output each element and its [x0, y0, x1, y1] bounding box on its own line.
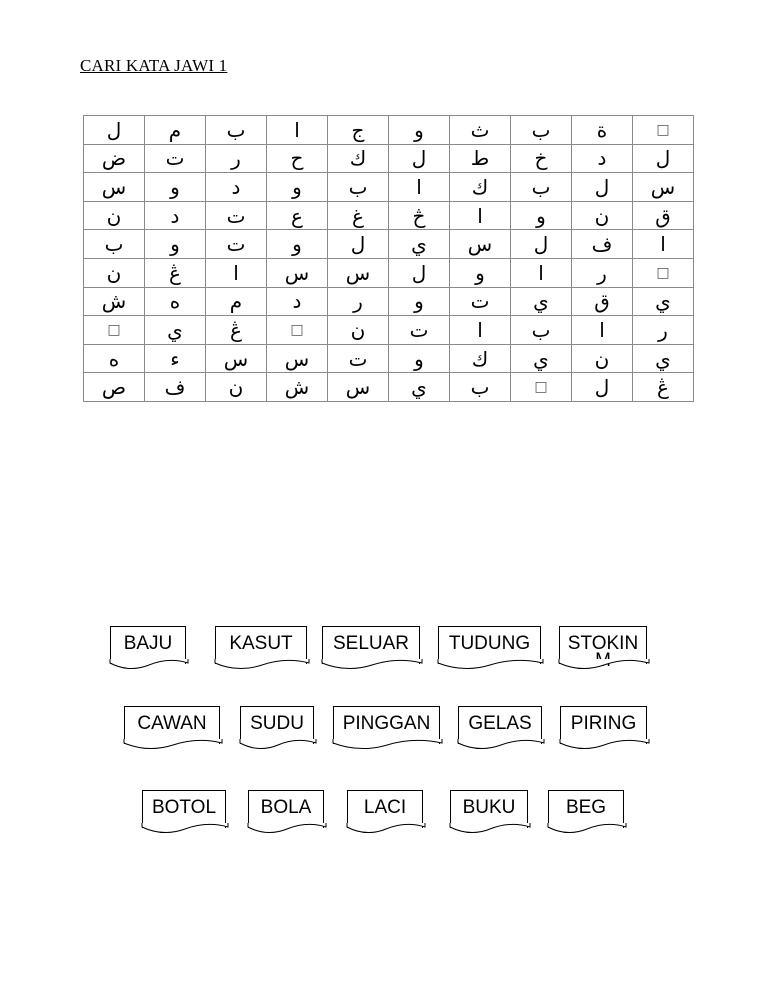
grid-cell: ر	[328, 287, 389, 316]
grid-cell: ص	[84, 373, 145, 402]
grid-cell: ب	[84, 230, 145, 259]
grid-cell: ا	[633, 230, 694, 259]
grid-cell: ش	[267, 373, 328, 402]
grid-cell: ب	[450, 373, 511, 402]
grid-cell: ق	[633, 201, 694, 230]
grid-cell: ب	[206, 116, 267, 145]
grid-cell: ا	[450, 316, 511, 345]
word-card	[333, 706, 440, 744]
grid-row	[84, 116, 694, 145]
grid-cell: و	[389, 344, 450, 373]
grid-cell: ن	[84, 201, 145, 230]
grid-cell: س	[206, 344, 267, 373]
grid-cell: م	[206, 287, 267, 316]
grid-cell: ن	[206, 373, 267, 402]
grid-cell: س	[328, 258, 389, 287]
grid-cell: ف	[145, 373, 206, 402]
grid-cell: ن	[84, 258, 145, 287]
word-card	[548, 790, 624, 828]
word-card	[124, 706, 220, 744]
grid-cell: ي	[633, 287, 694, 316]
card-wave-edge	[322, 659, 422, 673]
word-label: BUKU	[462, 797, 516, 818]
grid-cell: ب	[328, 173, 389, 202]
grid-cell: س	[328, 373, 389, 402]
grid-cell: ت	[206, 201, 267, 230]
grid-cell: ن	[328, 316, 389, 345]
word-label: BOTOL	[151, 797, 217, 818]
word-label: KASUT	[229, 633, 293, 654]
grid-cell: ڠ	[206, 316, 267, 345]
grid-cell: ا	[206, 258, 267, 287]
grid-cell: س	[633, 173, 694, 202]
card-wave-edge	[559, 659, 649, 673]
grid-row	[84, 144, 694, 173]
word-label: TUDUNG	[448, 633, 531, 654]
grid-cell: ر	[633, 316, 694, 345]
card-wave-edge	[124, 739, 222, 753]
grid-cell: ك	[450, 173, 511, 202]
grid-cell: و	[267, 230, 328, 259]
grid-cell: ي	[511, 344, 572, 373]
grid-row	[84, 173, 694, 202]
grid-cell: □	[84, 316, 145, 345]
grid-cell: ي	[633, 344, 694, 373]
grid-cell: ا	[267, 116, 328, 145]
grid-cell: ر	[206, 144, 267, 173]
card-wave-edge	[458, 739, 544, 753]
grid-cell: ه	[84, 344, 145, 373]
word-label: PINGGAN	[342, 713, 431, 734]
word-label: BOLA	[260, 797, 312, 818]
grid-cell: ل	[84, 116, 145, 145]
card-wave-edge	[548, 823, 626, 837]
card-wave-edge	[438, 659, 543, 673]
grid-cell: ي	[145, 316, 206, 345]
card-wave-edge	[240, 739, 316, 753]
grid-cell: ا	[572, 316, 633, 345]
word-card	[142, 790, 226, 828]
word-label: GELAS	[468, 713, 532, 734]
grid-cell: ي	[511, 287, 572, 316]
grid-cell: غ	[328, 201, 389, 230]
grid-cell: ج	[328, 116, 389, 145]
grid-cell: □	[511, 373, 572, 402]
grid-cell: ل	[389, 144, 450, 173]
grid-cell: ي	[389, 373, 450, 402]
grid-cell: ل	[511, 230, 572, 259]
grid-cell: و	[389, 287, 450, 316]
grid-cell: س	[267, 258, 328, 287]
card-wave-edge	[248, 823, 326, 837]
word-label: STOKIN	[567, 633, 639, 654]
card-wave-edge	[450, 823, 530, 837]
grid-cell: ع	[267, 201, 328, 230]
grid-row	[84, 344, 694, 373]
grid-cell: ح	[267, 144, 328, 173]
grid-cell: م	[145, 116, 206, 145]
grid-cell: ل	[572, 173, 633, 202]
grid-cell: ك	[450, 344, 511, 373]
grid-cell: ء	[145, 344, 206, 373]
grid-row	[84, 373, 694, 402]
grid-cell: ل	[389, 258, 450, 287]
word-label: LACI	[363, 797, 407, 818]
grid-cell: ن	[572, 201, 633, 230]
grid-cell: ت	[389, 316, 450, 345]
grid-cell: ر	[572, 258, 633, 287]
grid-cell: ف	[572, 230, 633, 259]
grid-row	[84, 230, 694, 259]
grid-cell: ت	[145, 144, 206, 173]
word-card	[458, 706, 542, 744]
card-wave-edge	[347, 823, 425, 837]
word-card	[559, 626, 647, 664]
grid-row	[84, 316, 694, 345]
grid-cell: څ	[389, 201, 450, 230]
grid-cell: ض	[84, 144, 145, 173]
grid-cell: ڠ	[633, 373, 694, 402]
grid-cell: ب	[511, 173, 572, 202]
grid-cell: ث	[450, 116, 511, 145]
grid-cell: ت	[450, 287, 511, 316]
grid-cell: ك	[328, 144, 389, 173]
grid-row	[84, 287, 694, 316]
grid-cell: ة	[572, 116, 633, 145]
grid-cell: ط	[450, 144, 511, 173]
word-card	[322, 626, 420, 664]
grid-row	[84, 258, 694, 287]
word-card	[110, 626, 186, 664]
card-wave-edge	[110, 659, 188, 673]
grid-cell: ت	[206, 230, 267, 259]
grid-cell: و	[145, 173, 206, 202]
grid-cell: س	[267, 344, 328, 373]
word-card	[450, 790, 528, 828]
grid-cell: ل	[633, 144, 694, 173]
grid-cell: □	[267, 316, 328, 345]
page-title: CARI KATA JAWI 1	[80, 56, 228, 75]
grid-cell: و	[267, 173, 328, 202]
grid-cell: □	[633, 116, 694, 145]
word-label: CAWAN	[137, 713, 207, 734]
word-label: BEG	[565, 797, 607, 818]
grid-cell: ا	[389, 173, 450, 202]
grid-cell: د	[267, 287, 328, 316]
grid-cell: ت	[328, 344, 389, 373]
word-card	[248, 790, 324, 828]
grid-row	[84, 201, 694, 230]
grid-cell: و	[450, 258, 511, 287]
grid-cell: ب	[511, 316, 572, 345]
word-search-grid	[83, 115, 694, 402]
grid-cell: و	[389, 116, 450, 145]
grid-cell: ا	[511, 258, 572, 287]
word-label: SUDU	[250, 713, 304, 734]
card-wave-edge	[333, 739, 442, 753]
grid-cell: ب	[511, 116, 572, 145]
grid-cell: س	[84, 173, 145, 202]
grid-cell: س	[450, 230, 511, 259]
grid-cell: د	[145, 201, 206, 230]
word-card	[347, 790, 423, 828]
grid-cell: د	[206, 173, 267, 202]
grid-cell: ن	[572, 344, 633, 373]
grid-cell: ق	[572, 287, 633, 316]
grid-cell: ڠ	[145, 258, 206, 287]
grid-cell: خ	[511, 144, 572, 173]
word-label: PIRING	[570, 713, 637, 734]
grid-cell: و	[511, 201, 572, 230]
grid-cell: و	[145, 230, 206, 259]
grid-cell: ه	[145, 287, 206, 316]
card-wave-edge	[142, 823, 228, 837]
grid-cell: د	[572, 144, 633, 173]
grid-cell: ش	[84, 287, 145, 316]
word-card	[438, 626, 541, 664]
grid-cell: ل	[328, 230, 389, 259]
grid-cell: □	[633, 258, 694, 287]
word-card	[560, 706, 647, 744]
grid-cell: ل	[572, 373, 633, 402]
word-label: BAJU	[123, 633, 173, 654]
grid-cell: ا	[450, 201, 511, 230]
word-card	[215, 626, 307, 664]
word-label: SELUAR	[332, 633, 410, 654]
card-wave-edge	[215, 659, 309, 673]
card-wave-edge	[560, 739, 649, 753]
word-card	[240, 706, 314, 744]
grid-cell: ي	[389, 230, 450, 259]
